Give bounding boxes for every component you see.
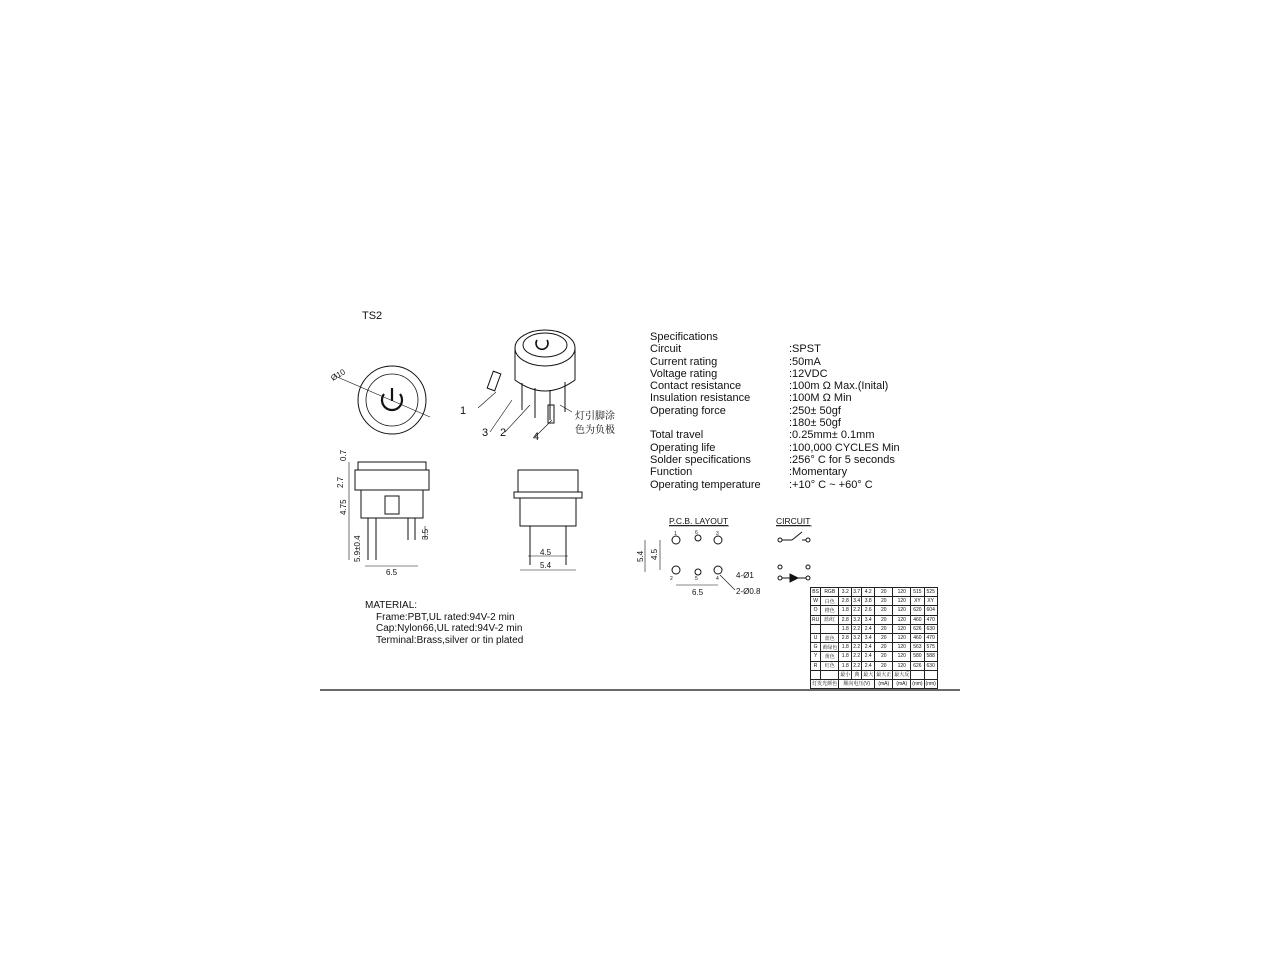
led-table-cell: 1.8 (839, 652, 852, 661)
led-table-cell: 3.7 (853, 589, 861, 596)
lamp-note-line-2: 色为负极 (575, 425, 615, 436)
pcb-pin-6: 6 (695, 530, 698, 536)
spec-row: :180± 50gf (789, 417, 841, 430)
led-table-cell: 626 (911, 624, 924, 633)
specifications-block (650, 331, 950, 491)
pin-label-1: 1 (460, 405, 467, 417)
dim-width-side-inner: 4.5 (540, 548, 552, 557)
lamp-note-line-1: 灯引脚涂 (575, 411, 615, 422)
led-table-cell: 120 (893, 624, 911, 633)
led-table-cell: W (811, 597, 821, 606)
led-table-cell: 525 (924, 588, 937, 597)
led-table-cell: 3.2 (853, 616, 861, 623)
pcb-pin-2: 2 (670, 576, 673, 582)
spec-row: Total travel :0.25mm± 0.1mm (650, 429, 875, 442)
led-table-row (811, 615, 938, 624)
led-table-cell: 橙色 (821, 606, 839, 615)
led-table-cell: 2.8 (839, 615, 852, 624)
led-table-cell: XY (924, 597, 937, 606)
led-table-cell: 20 (875, 661, 893, 670)
dim-base-height: 4.75 (339, 499, 348, 515)
isometric-view (478, 330, 575, 437)
led-table-cell: 2.4 (862, 643, 875, 652)
led-table-cell: 3.4 (862, 615, 875, 624)
led-table-row (811, 661, 938, 670)
led-table-cell: 4.2 (862, 588, 875, 597)
led-table-row (811, 652, 938, 661)
spec-row: Operating force :250± 50gf (650, 404, 841, 417)
led-table-row (811, 597, 938, 606)
led-table-cell: 3.4 (862, 633, 875, 642)
led-table-cell (924, 670, 937, 679)
led-spec-table (810, 587, 938, 689)
led-table-cell: 2.6 (862, 606, 875, 615)
led-table-cell: 120 (893, 588, 911, 597)
led-table-cell: 1.8 (839, 624, 852, 633)
led-table-cell: 20 (875, 633, 893, 642)
led-table-cell: 20 (875, 588, 893, 597)
led-table-cell: 604 (924, 606, 937, 615)
led-table-cell: 2.8 (839, 633, 852, 642)
pcb-layout-title: P.C.B. LAYOUT (669, 516, 729, 526)
spec-row: Operating life :100,000 CYCLES Min (650, 441, 900, 454)
spec-row: Circuit :SPST (650, 343, 821, 356)
dim-width-front: 6.5 (386, 568, 398, 577)
led-table-cell: 515 (911, 588, 924, 597)
led-table-cell: 3.2 (839, 588, 852, 597)
dim-cap-height: 0.7 (339, 449, 348, 461)
led-table-cell: 470 (924, 633, 937, 642)
dim-body-height: 2.7 (336, 476, 345, 488)
led-table-cell: 黄绿色 (821, 643, 839, 652)
led-table-cell: XY (911, 597, 924, 606)
dim-pcb-hole-large: 4-Ø1 (736, 571, 754, 580)
led-table-cell: 20 (875, 615, 893, 624)
led-table-cell: 3.8 (862, 597, 875, 606)
led-table-row (811, 624, 938, 633)
led-table-cell: 20 (875, 643, 893, 652)
pcb-pin-3: 3 (716, 531, 719, 537)
dim-pcb-hole-small: 2-Ø0.8 (736, 587, 761, 596)
led-table-cell: BS (812, 589, 819, 596)
led-table-cell: 蓝/红 (821, 615, 839, 624)
led-table-cell: 1.8 (839, 643, 852, 652)
led-table-cell: 3.2 (853, 635, 861, 642)
lamp-note (575, 410, 615, 438)
pcb-pin-4: 4 (716, 576, 719, 582)
led-table-cell (821, 670, 839, 679)
led-table-cell: 120 (893, 652, 911, 661)
led-table-cell: 575 (924, 643, 937, 652)
led-table-cell: 120 (893, 661, 911, 670)
led-table-cell: RU (812, 616, 820, 623)
dim-pin-length: 5.9±0.4 (353, 535, 362, 562)
spec-row: Solder specifications :256° C for 5 seconds (650, 453, 895, 466)
material-block (365, 600, 523, 646)
led-table-cell: 最大正 (875, 670, 893, 679)
dim-pcb-height-inner: 4.5 (650, 548, 659, 560)
led-table-cell (811, 624, 821, 633)
led-table-cell: RGB (821, 588, 839, 597)
led-table-cell: 黄色 (821, 652, 839, 661)
spec-row: Voltage rating :12VDC (650, 367, 828, 380)
led-table-cell (821, 624, 839, 633)
led-table-cell: 120 (893, 643, 911, 652)
led-table-footer: 灯发光颜色 顺向电压(V) (mA) (mA) (nm) (nm) (812, 680, 936, 688)
led-table-cell: 典 (852, 670, 862, 679)
led-table-row (811, 588, 938, 597)
spec-row: Function :Momentary (650, 466, 848, 479)
led-table-cell: 20 (875, 606, 893, 615)
led-table-cell (911, 670, 924, 679)
led-table-cell: 580 (911, 652, 924, 661)
pin-label-3: 3 (482, 427, 489, 439)
led-table-cell: 626 (911, 661, 924, 670)
pcb-pin-1: 1 (674, 531, 677, 537)
led-table-cell: 620 (911, 606, 924, 615)
led-table-cell: 2.8 (839, 597, 852, 606)
led-table-cell: 最大反 (893, 670, 911, 679)
led-table-cell: 470 (924, 615, 937, 624)
material-line: Cap:Nylon66,UL rated:94V-2 min (376, 623, 523, 634)
led-table-cell: 120 (893, 633, 911, 642)
led-table-cell: G (811, 643, 821, 652)
spec-row: Insulation resistance :100M Ω Min (650, 392, 852, 405)
led-table-cell: O (811, 606, 821, 615)
drawing-title: TS2 (362, 310, 383, 322)
circuit-title: CIRCUIT (776, 516, 811, 526)
led-table-row (811, 606, 938, 615)
dim-pcb-height-outer: 5.4 (636, 550, 645, 562)
led-table-row (811, 670, 938, 679)
led-table-cell: 630 (924, 624, 937, 633)
led-table-cell: 460 (911, 633, 924, 642)
led-table-cell (811, 670, 821, 679)
led-table-cell: 白色 (821, 597, 839, 606)
led-table-cell: 120 (893, 597, 911, 606)
led-table-cell: 1.8 (839, 606, 852, 615)
material-line: Terminal:Brass,silver or tin plated (376, 634, 524, 646)
led-table-cell: 2.2 (853, 625, 861, 632)
led-table-row (811, 643, 938, 652)
led-table-cell: U (811, 633, 821, 642)
led-table-cell: 630 (924, 661, 937, 670)
led-table-cell: R (811, 661, 821, 670)
led-table-cell: 588 (924, 652, 937, 661)
led-table-cell: 2.2 (853, 662, 861, 669)
led-table-cell: 120 (893, 606, 911, 615)
spec-row: Operating temperature :+10° C ~ +60° C (650, 478, 873, 491)
led-table-cell: 2.2 (853, 644, 861, 651)
led-table-cell: 红色 (821, 661, 839, 670)
led-table-cell: 20 (875, 652, 893, 661)
pin-label-4: 4 (533, 431, 540, 443)
led-table-cell: 最大 (862, 670, 875, 679)
led-table-cell: 20 (875, 624, 893, 633)
pin-label-2: 2 (500, 427, 507, 439)
material-line: Frame:PBT,UL rated:94V-2 min (376, 611, 515, 623)
led-table-cell: 2.4 (862, 652, 875, 661)
pcb-pin-5: 5 (695, 576, 698, 582)
dim-pcb-width: 6.5 (692, 588, 704, 597)
led-table-cell: 120 (893, 615, 911, 624)
led-table-cell: 1.8 (839, 661, 852, 670)
led-table-cell: 2.2 (853, 607, 861, 614)
led-table-cell: 563 (911, 643, 924, 652)
led-table-cell: 蓝色 (821, 633, 839, 642)
led-table-cell: 3.4 (853, 598, 861, 605)
dim-width-side-outer: 5.4 (540, 561, 552, 570)
circuit-drawing (776, 526, 812, 582)
dim-diameter: Ø10 (329, 367, 347, 383)
led-table-row (811, 633, 938, 642)
led-table-cell: 2.4 (862, 624, 875, 633)
material-heading: MATERIAL: (365, 600, 418, 611)
spec-row: Contact resistance :100m Ω Max.(Inital) (650, 380, 889, 393)
led-table-cell: Y (811, 652, 821, 661)
led-table-cell: 2.4 (862, 661, 875, 670)
dim-pin-spacing: 3.5 (421, 528, 430, 540)
spec-row: Current rating :50mA (650, 355, 821, 368)
led-table-cell: 最小 (839, 670, 852, 679)
led-table-cell: 460 (911, 615, 924, 624)
spec-heading: Specifications (650, 331, 718, 343)
led-table-cell: 20 (875, 597, 893, 606)
led-table-cell: 2.2 (853, 653, 861, 660)
top-view (335, 366, 430, 434)
